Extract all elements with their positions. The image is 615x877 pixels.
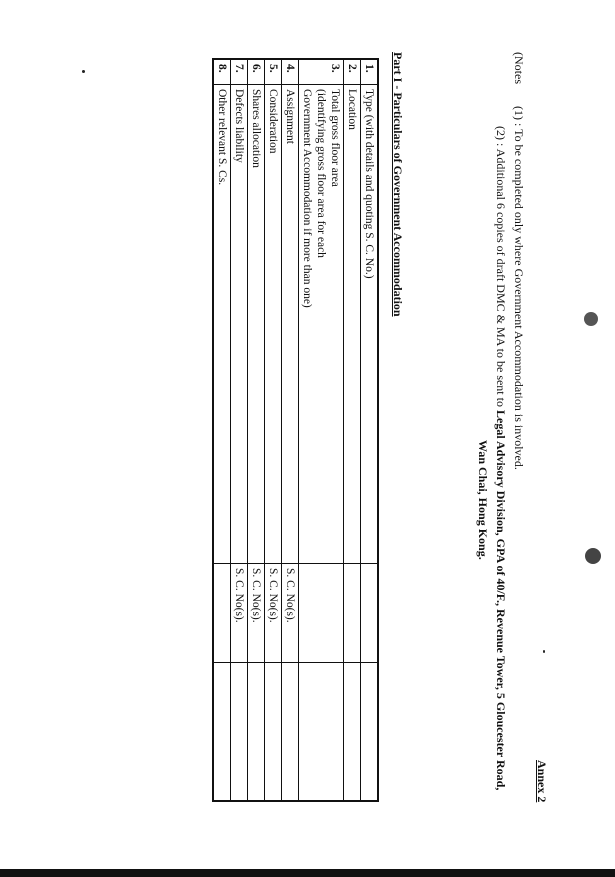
row-label-line: Assignment [284,89,296,144]
row-sc-ref: S. C. No(s). [231,564,248,663]
row-label [299,85,344,564]
row-sc-ref [299,564,344,663]
table-row [344,59,361,801]
row-sc-ref [361,564,379,663]
row-label-line: Shares allocation [250,89,262,168]
table-row [248,59,265,801]
note-1 [511,106,527,470]
row-entry-cell[interactable] [248,663,265,802]
row-label [282,85,299,564]
note-2-address: Legal Advisory Division, GPA of 40/F., Revenue Tower, 5 Gloucester Road, [494,409,508,791]
row-label-line: Location [346,89,358,130]
scan-edge-bar [0,869,615,877]
row-sc-ref [344,564,361,663]
row-label [213,85,231,564]
table-row [299,59,344,801]
row-sc-ref: S. C. No(s). [265,564,282,663]
row-sc-ref: S. C. No(s). [248,564,265,663]
annex-label: Annex 2 [535,760,549,803]
row-sc-ref: S. C. No(s). [282,564,299,663]
speck [82,70,85,73]
row-number: 6. [248,59,265,85]
note-2-address-line2: Wan Chai, Hong Kong. [476,440,490,560]
row-label-line: Consideration [267,89,279,154]
row-number: 7. [231,59,248,85]
row-label-line: Government Accommodation if more than one) [301,89,313,308]
row-number: 8. [213,59,231,85]
row-label [344,85,361,564]
row-label [361,85,379,564]
particulars-table [212,58,379,802]
row-entry-cell[interactable] [344,663,361,802]
speck [585,548,601,564]
speck [584,312,598,326]
row-entry-cell[interactable] [213,663,231,802]
row-number: 1. [361,59,379,85]
row-number: 2. [344,59,361,85]
table-row [282,59,299,801]
note-1-marker: (1) [512,106,526,120]
table-row [265,59,282,801]
row-entry-cell[interactable] [265,663,282,802]
row-label-line: (identifying gross floor area for each [315,89,327,258]
row-sc-ref [213,564,231,663]
notes-prefix: (Notes [512,52,526,84]
row-entry-cell[interactable] [361,663,379,802]
table-row [231,59,248,801]
row-number: 3. [299,59,344,85]
table-row [213,59,231,801]
row-label [248,85,265,564]
note-2-text: : Additional 6 copies of draft DMC & MA to be sent to [494,143,508,410]
row-entry-cell[interactable] [299,663,344,802]
row-entry-cell[interactable] [282,663,299,802]
table-row [361,59,379,801]
note-2-marker: (2) [494,126,508,140]
row-label-line: Defects liability [233,89,245,163]
note-1-text: : To be completed only where Government Accommodation is involved. [512,123,526,470]
row-label [265,85,282,564]
row-entry-cell[interactable] [231,663,248,802]
part-title: Part I - Particulars of Government Accommodation [391,52,405,317]
speck [543,650,545,653]
row-label-line: Total gross floor area [329,89,341,187]
row-number: 4. [282,59,299,85]
note-2 [493,126,509,790]
row-label-line: Type (with details and quoting S. C. No.) [363,89,375,279]
row-label [231,85,248,564]
row-number: 5. [265,59,282,85]
row-label-line: Other relevant S. Cs. [216,89,228,186]
